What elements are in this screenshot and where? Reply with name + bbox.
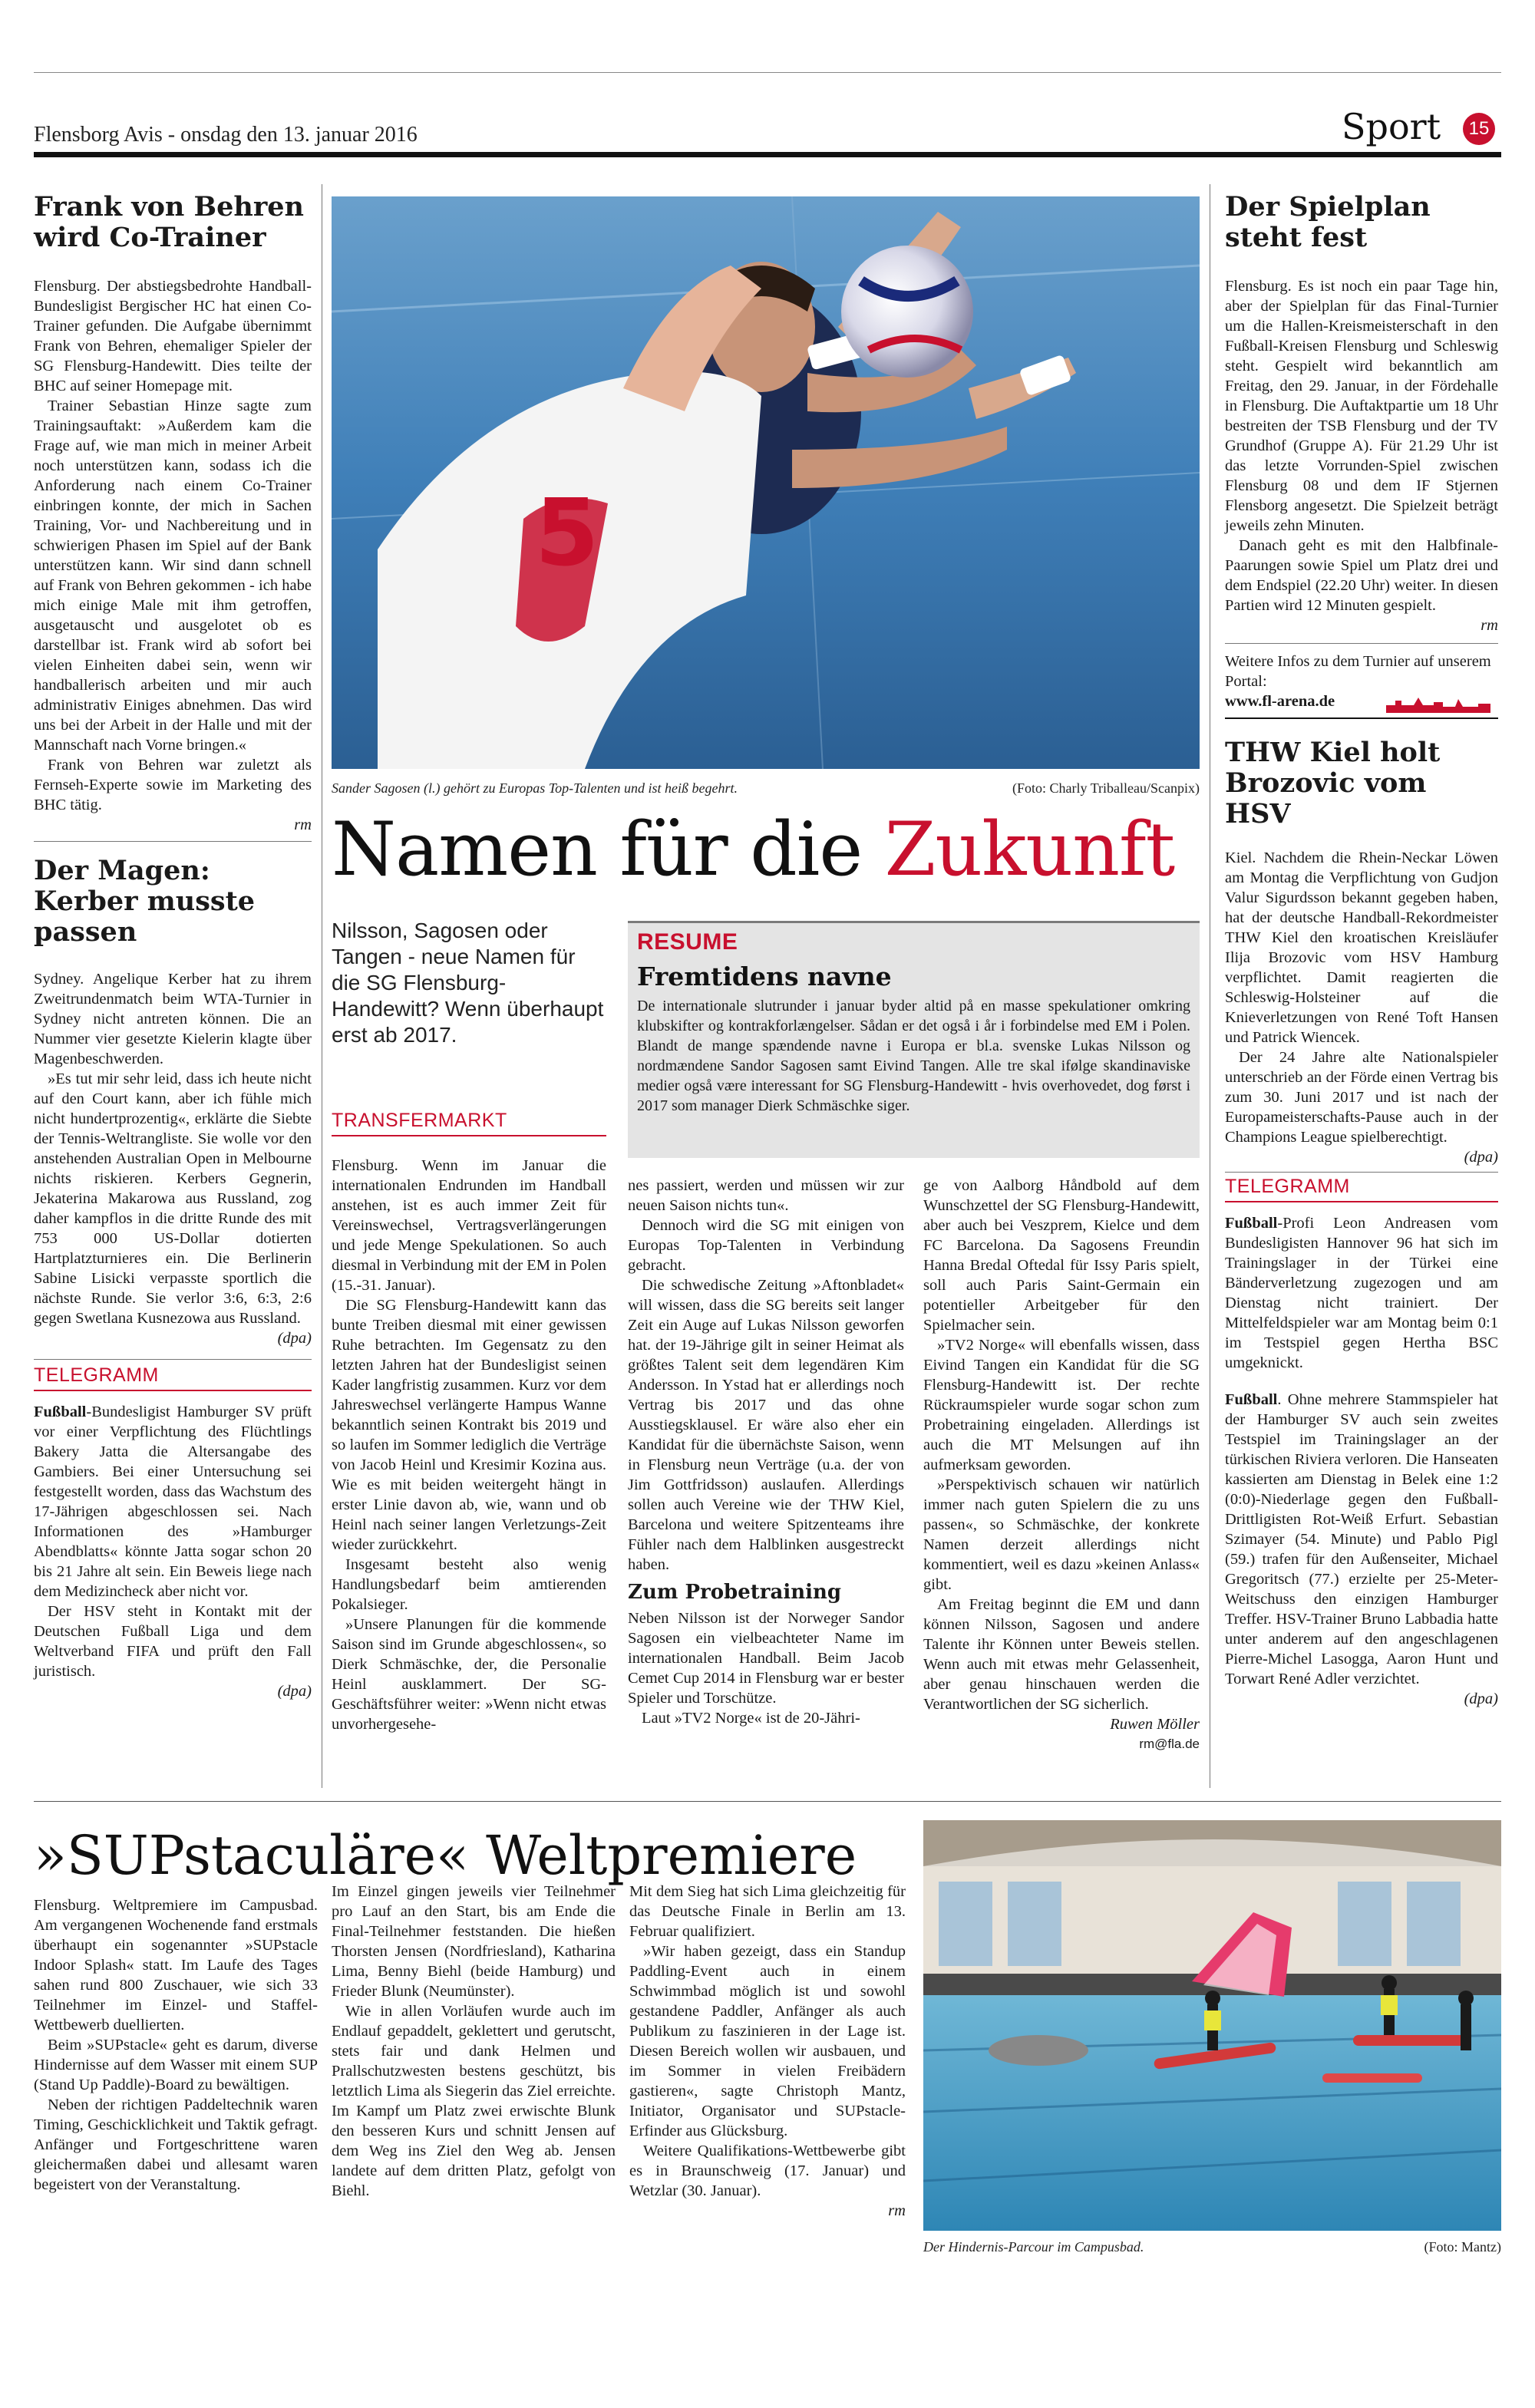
paragraph: Trainer Sebastian Hinze sagte zum Trainingsauftakt: »Außerdem kam die Frage auf, wie man mich in meiner Arbeit noch unterstützen kann, sodass ich die Anforderung nach einem Co-Trainer einbringen konnte, der mich in Sachen Training, Vor- und Nachbereitung und in schwierigen Phasen im Spiel auf der Bank unterstützen kann. Wir sind dann schnell auf Frank von Behren gekommen - ich habe mich einige Male mit ihm getroffen, ausgetauscht und ausgelotet ob es darstellbar ist. Frank wird ab sofort bei vielen Einheiten dabei sein, wenn wir handballerisch arbeiten und mir auch administrativ Einiges abnehmen. Das wird uns bei der Arbeit in der Halle und mit der Mannschaft nach Vorne bringen.« xyxy=(34,397,312,754)
paragraph: nes passiert, werden und müssen wir zur neuen Saison nichts tun«. xyxy=(628,1177,904,1214)
paragraph xyxy=(1225,1390,1498,1689)
portal-link[interactable]: www.fl-arena.de xyxy=(1225,693,1335,710)
article-body-behren xyxy=(34,276,312,835)
lead-word: Fußball xyxy=(1225,1391,1278,1408)
article-body-spielplan xyxy=(1225,276,1498,635)
paragraph: Wie in allen Vorläufen wurde auch im Endlauf gepaddelt, geklettert und gerutscht, stets fair und dank Helmen und Prallschutzwesten bestens geschützt, bis letztlich Lima als Siegerin das Ziel erreichte. Im Kampf um Platz zwei erwischte Blunk den besseren Kurs und schnitt Jensen auf dem Weg ins Ziel den Weg ab. Jensen landete auf dem dritten Platz, gefolgt von Biehl. xyxy=(332,2003,616,2199)
signature: rm xyxy=(1481,617,1498,634)
bottom-article-col-2 xyxy=(332,1882,616,2201)
paragraph: Flensburg. Wenn im Januar die internationalen Endrunden im Handball anstehen, ist es auch immer Zeit für Vereinswechsel, Vertragsverlängerungen und jede Menge Spekulationen. So auch diesmal in Verbindung mit der EM in Polen (15.-31. Januar). xyxy=(332,1157,606,1294)
telegram-body xyxy=(1225,1213,1498,1709)
section-title: Sport xyxy=(1342,106,1441,147)
paragraph: Weitere Qualifikations-Wettbewerbe gibt es in Braunschweig (17. Januar) und Wetzlar (30. Januar). xyxy=(629,2142,906,2199)
paper-date: Flensborg Avis - onsdag den 13. januar 2016 xyxy=(34,123,418,147)
paragraph-text: -Bundesligist Hamburger SV prüft vor einer Verpflichtung des Flüchtlings Bakery Jatta die Altersangabe des Gambiers. Bei einer Untersuchung sei festgestellt worden, dass das Wachstum des 17-Jährigen abgeschlossen sei. Nach Informationen des »Hamburger Abendblatts« könnte Jatta sogar schon 20 bis 21 Jahre alt sein. Ein Beweis liege nach dem Medizincheck aber nicht vor. xyxy=(34,1404,312,1600)
main-article-col-3 xyxy=(923,1176,1200,1754)
resume-title: Fremtidens navne xyxy=(637,962,892,991)
article-title-spielplan: Der Spielplan steht fest xyxy=(1225,191,1431,253)
paragraph: Kiel. Nachdem die Rhein-Neckar Löwen am Montag die Verpflichtung von Gudjon Valur Sigurdsson bekannt gegeben haben, hat der deutsche Handball-Rekordmeister THW Kiel den kroatischen Kreisläufer Ilija Brozovic vom HSV Hamburg verpflichtet. Damit reagierten die Schleswig-Holsteiner auf die Knieverletzungen von René Toft Hansen und Patrick Wiencek. xyxy=(1225,849,1498,1046)
article-title-thw: THW Kiel holt Brozovic vom HSV xyxy=(1225,737,1441,830)
main-headline-black: Namen für die xyxy=(332,807,863,892)
article-body-kerber xyxy=(34,969,312,1348)
paragraph: Flensburg. Es ist noch ein paar Tage hin, aber der Spielplan für das Final-Turnier um die Hallen-Kreismeisterschaft in den Fußball-Kreisen Flensburg und Schleswig steht. Gespielt wird bekanntlich am Freitag, den 29. Januar, in der Fördehalle in Flensburg. Die Auftaktpartie um 18 Uhr bestreiten der TSB Flensburg und der TV Grundhof (Gruppe A). Für 21.29 Uhr ist das letzte Vorrunden-Spiel zwischen Flensburg 08 und dem IF Stjernen Flensborg angesetzt. Die Spielzeit beträgt jeweils zehn Minuten. xyxy=(1225,278,1498,534)
signature: (dpa) xyxy=(277,1683,312,1700)
kicker-underline xyxy=(1225,1201,1498,1202)
paragraph: Danach geht es mit den Halbfinale-Paarungen sowie Spiel um Platz drei und dem Endspiel (22.20 Uhr) weiter. In diesen Partien wird 12 Minuten gespielt. xyxy=(1225,537,1498,614)
bottom-article-col-1 xyxy=(34,1895,318,2195)
left-column xyxy=(34,192,312,1701)
pool-photo-caption: Der Hindernis-Parcour im Campusbad. xyxy=(923,2239,1144,2255)
separator xyxy=(34,1359,312,1360)
paragraph: Flensburg. Der abstiegsbedrohte Handball-Bundesligist Bergischer HC hat einen Co-Trainer gefunden. Die Aufgabe übernimmt Frank von Behren, ehemaliger Spieler der SG Flensburg-Handewitt. Dies teilte der BHC auf seiner Homepage mit. xyxy=(34,278,312,394)
main-article-col-2 xyxy=(628,1176,904,1728)
paragraph: »TV2 Norge« will ebenfalls wissen, dass Eivind Tangen ein Kandidat für die SG Flensburg-Handewitt ist. Der rechte Rückraumspieler wurde sogar schon zum Probetraining eingeladen. Allerdings ist auch die MT Melsungen auf ihn aufmerksam geworden. xyxy=(923,1337,1200,1473)
main-headline xyxy=(332,807,1174,892)
paragraph-text: . Ohne mehrere Stammspieler hat der Hamburger SV auch sein zweites Testspiel im Trainingslager an der türkischen Riviera verloren. Die Hanseaten kassierten am Dienstag in Belek eine 1:2 (0:0)-Niederlage gegen den Fußball-Drittligisten Rot-Weiß Erfurt. Sebastian Szimayer (54. Minute) und Pablo Pigl (59.) trafen für den Außenseiter, Michael Gregoritsch (77.) erzielte per 25-Meter-Weitschuss den einzigen Hamburger Treffer. HSV-Trainer Bruno Labbadia hatte unter anderem auf den angeschlagenen Pierre-Michel Lasogga, Aaron Hunt und Torwart René Adler verzichtet. xyxy=(1225,1391,1498,1687)
lead-word: Fußball xyxy=(1225,1215,1278,1232)
author-email: rm@fla.de xyxy=(1139,1737,1200,1751)
resume-box xyxy=(628,921,1200,1158)
article-title-kerber: Der Magen: Kerber musste passen xyxy=(34,855,256,948)
pool-photo xyxy=(923,1820,1501,2231)
right-column xyxy=(1225,192,1498,1709)
main-article-col-1 xyxy=(332,1156,606,1734)
paragraph: Der 24 Jahre alte Nationalspieler unterschrieb an der Förde einen Vertrag bis zum 30. Juni 2017 und ist nach der Europameisterschafts-Pause auch in der Champions League spielberechtigt. xyxy=(1225,1049,1498,1146)
page-number: 15 xyxy=(1468,118,1490,139)
paragraph: Dennoch wird die SG mit einigen von Europas Top-Talenten in Verbindung gebracht. xyxy=(628,1217,904,1274)
paragraph: Am Freitag beginnt die EM und dann können Nilsson, Sagosen und andere Talente ihr Können unter Beweis stellen. Wenn auch mit etwas mehr Gelassenheit, aber genau hinschauen werden die Verantwortlichen der SG sicherlich. xyxy=(923,1596,1200,1713)
paragraph: Frank von Behren war zuletzt als Fernseh-Experte sowie im Marketing des BHC tätig. xyxy=(34,757,312,813)
paragraph: »Unsere Planungen für die kommende Saison sind im Grunde abgeschlossen«, so Dierk Schmäschke, der, die Personalie Heinl ausklammert. Der SG-Geschäftsführer weiter: »Wenn nicht etwas unvorhergesehe- xyxy=(332,1616,606,1733)
transfermarkt-kicker: TRANSFERMARKT xyxy=(332,1110,507,1131)
page-number-badge xyxy=(1463,113,1495,145)
paragraph: »Perspektivisch schauen wir natürlich immer nach guten Spielern die zu uns passen«, so Schmäschke, der konkrete Namen derzeit allerdings nicht kommentiert, weil es dazu »keinen Anlass« gibt. xyxy=(923,1476,1200,1593)
resume-text: De internationale slutrunder i januar byder altid på en masse spekulationer omkring klubskifter og kontrakforlængelser. Sådan er det også i år i forbindelse med EM i Polen. Blandt de mange spændende navne i Europa er bl.a. svenske Lukas Nilsson og nordmændene Sandor Sagosen samt Eivind Tangen. Alle tre skal ifølge skandinaviske medier også være interessant for SG Flensburg-Handewitt - hvis overhovedet, dog først i 2017 som manager Dierk Schmäschke siger. xyxy=(637,998,1190,1114)
paragraph: Neben der richtigen Paddeltechnik waren Timing, Geschicklichkeit und Taktik gefragt. Anfänger und Fortgeschrittene waren gleichermaßen dabei und allesamt waren begeistert von der Veranstaltung. xyxy=(34,2096,318,2193)
subhead-probetraining: Zum Probetraining xyxy=(628,1581,842,1604)
signature: rm xyxy=(888,2202,906,2219)
paragraph: Laut »TV2 Norge« ist de 20-Jähri- xyxy=(642,1710,860,1727)
headline-deck: Nilsson, Sagosen oder Tangen - neue Namen für die SG Flensburg-Handewitt? Wenn überhaupt erst ab 2017. xyxy=(332,919,604,1047)
separator xyxy=(1225,717,1498,719)
bottom-headline: »SUPstaculäre« Weltpremiere xyxy=(34,1824,857,1887)
resume-kicker: RESUME xyxy=(637,929,738,955)
header-rule xyxy=(34,152,1501,157)
paragraph: Die SG Flensburg-Handewitt kann das bunte Treiben diesmal mit einer gewissen Ruhe betrachten. Im Gegensatz zu den letzten Jahren hat der Bundesligist seinen Kader langfristig zusammen. Kurz vor dem Jahreswechsel verlängerte Hampus Wanne bekanntlich seinen Kontrakt bis 2019 und so laufen im Sommer lediglich die Verträge von Jacob Heinl und Kresimir Kozina aus. Wie es mit beiden weitergeht hängt in erster Linie davon ab, wie, wann und ob Heinl nach seiner langen Verletzungs-Zeit wieder zurückkehrt. xyxy=(332,1297,606,1553)
separator xyxy=(1225,1172,1498,1173)
paragraph: ge von Aalborg Håndbold auf dem Wunschzettel der SG Flensburg-Handewitt, aber auch bei Veszprem, Kielce und dem FC Barcelona. Da Sagosens Freundin Hanna Bredal Oftedal für Issy Paris spielt, soll auch Paris Saint-Germain ein potentieller Arbeitgeber für den Spielmacher sein. xyxy=(923,1177,1200,1334)
paragraph: »Wir haben gezeigt, dass ein Standup Paddling-Event auch in einem Schwimmbad möglich ist und sowohl gestandene Paddler, Anfänger als auch Publikum zu faszinieren in der Lage ist. Diesen Bereich wollen wir ausbauen, und im Sommer in vielen Freibädern gastieren«, sagte Christoph Mantz, Initiator, Organisator und SUPstacle-Erfinder aus Glücksburg. xyxy=(629,1943,906,2139)
photo-caption: Sander Sagosen (l.) gehört zu Europas Top-Talenten und ist heiß begehrt. xyxy=(332,780,738,796)
article-body-thw xyxy=(1225,848,1498,1167)
top-rule xyxy=(34,72,1501,73)
svg-text:5: 5 xyxy=(535,480,599,587)
transfermarkt-kicker-wrap xyxy=(332,1110,606,1136)
paragraph xyxy=(1225,1213,1498,1373)
paragraph: Beim »SUPstacle« geht es darum, diverse Hindernisse auf dem Wasser mit einem SUP (Stand Up Paddle)-Board zu bewältigen. xyxy=(34,2037,318,2093)
signature: (dpa) xyxy=(1464,1691,1498,1707)
signature: (dpa) xyxy=(277,1330,312,1347)
paragraph: Im Einzel gingen jeweils vier Teilnehmer pro Lauf an den Start, bis am Ende die Final-Teilnehmer feststanden. Die hießen Thorsten Jensen (Nordfriesland), Katharina Lima, Benny Biehl (beide Hamburg) und Frieder Blunk (Neumünster). xyxy=(332,1883,616,2000)
handball-photo-illustration xyxy=(332,196,1200,769)
separator xyxy=(1225,643,1498,644)
paragraph: Sydney. Angelique Kerber hat zu ihrem Zweitrundenmatch beim WTA-Turnier in Sydney nicht antreten können. Die an Nummer vier gesetzte Kielerin klagte über Magenbeschwerden. xyxy=(34,971,312,1067)
kicker-underline xyxy=(34,1390,312,1391)
main-headline-red: Zukunft xyxy=(884,807,1175,892)
paragraph: Mit dem Sieg hat sich Lima gleichzeitig für das Deutsche Finale in Berlin am 13. Februar qualifiziert. xyxy=(629,1883,906,1940)
photo-credit: (Foto: Charly Triballeau/Scanpix) xyxy=(1012,780,1200,796)
article-title-behren: Frank von Behren wird Co-Trainer xyxy=(34,191,304,253)
bottom-section-rule xyxy=(34,1801,1501,1802)
paragraph: Flensburg. Weltpremiere im Campusbad. Am vergangenen Wochenende fand erstmals überhaupt ein sogenannter »SUPstacle Indoor Splash« statt. Im Laufe des Tages sahen rund 800 Zuschauer, wie sich 33 Teilnehmer im Einzel- und Staffel-Wettbewerb duellierten. xyxy=(34,1897,318,2034)
kicker-underline xyxy=(332,1135,606,1136)
paragraph: Der HSV steht in Kontakt mit der Deutschen Fußball Liga und dem Weltverband FIFA und prüft den Fall juristisch. xyxy=(34,1603,312,1680)
handball-photo xyxy=(332,196,1200,769)
telegram-body xyxy=(34,1402,312,1701)
signature: (dpa) xyxy=(1464,1149,1498,1166)
info-text: Weitere Infos zu dem Turnier auf unserem Portal: xyxy=(1225,653,1491,690)
telegram-kicker: TELEGRAMM xyxy=(1225,1176,1350,1197)
pool-photo-credit: (Foto: Mantz) xyxy=(1424,2239,1501,2255)
paragraph: Insgesamt besteht also wenig Handlungsbedarf beim amtierenden Pokalsieger. xyxy=(332,1556,606,1613)
signature: rm xyxy=(294,816,312,833)
paragraph: Die schwedische Zeitung »Aftonbladet« will wissen, dass die SG bereits seit langer Zeit ein Auge auf Lukas Nilsson geworfen hat. der 19-Jährige gilt in seiner Heimat als größtes Talent seit dem legendären Kim Andersson. In Ystad hat er allerdings noch Vertrag bis 2017 und das ohne Ausstiegsklausel. Er wäre also eher ein Kandidat für die übernächste Saison, wenn in Flensburg neun Verträge (u.a. der von Jim Gottfridsson) auslaufen. Allerdings sollen auch Vereine wie der THW Kiel, Barcelona und weitere Spitzenteams ihre Fühler nach dem Halblinken ausgestreckt haben. xyxy=(628,1277,904,1573)
separator xyxy=(34,841,312,842)
bottom-article-col-3 xyxy=(629,1882,906,2221)
telegram-kicker: TELEGRAMM xyxy=(34,1364,159,1386)
paragraph: Neben Nilsson ist der Norweger Sandor Sagosen ein vielbeachteter Name im internationalen Handball. Beim Jacob Cemet Cup 2014 in Flensburg war er bester Spieler und Torschütze. xyxy=(628,1610,904,1707)
pool-photo-illustration xyxy=(923,1820,1501,2231)
paragraph xyxy=(34,1402,312,1601)
author-name: Ruwen Möller xyxy=(1110,1716,1200,1733)
paragraph-text: -Profi Leon Andreasen vom Bundesligisten Hannover 96 hat sich im Trainingslager in der Türkei eine Bänderverletzung zugezogen und am Dienstag nicht trainiert. Der Mittelfeldspieler war am Montag beim 0:1 im Testspiel gegen Hertha BSC umgeknickt. xyxy=(1225,1215,1498,1371)
lead-word: Fußball xyxy=(34,1404,87,1420)
paragraph: »Es tut mir sehr leid, dass ich heute nicht auf den Court kann, aber ich fühle mich nicht hundertprozentig«, erklärte die Siebte der Tennis-Weltrangliste. Sie wolle vor den anstehenden Australian Open in Melbourne nichts riskieren. Kerbers Gegnerin, Jekaterina Makarowa aus Russland, zog daher kampflos in die dritte Runde des mit 753 000 US-Dollar dotierten Hartplatzturnieres ein. Die Berlinerin Sabine Lisicki verpasste sportlich die nächste Runde. Sie verlor 3:6, 6:3, 2:6 gegen Swetlana Kusnezowa aus Russland. xyxy=(34,1070,312,1327)
